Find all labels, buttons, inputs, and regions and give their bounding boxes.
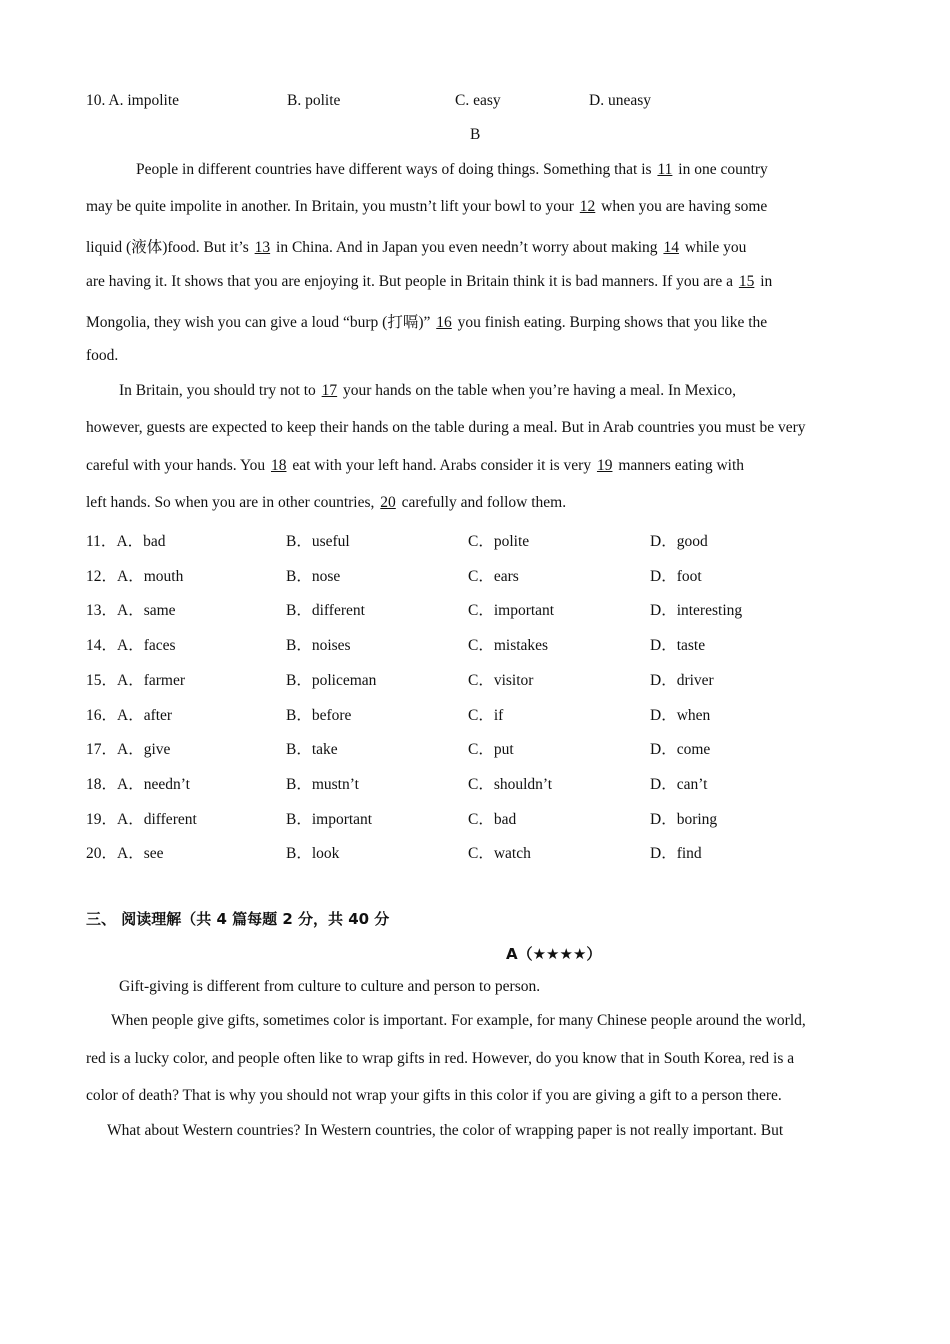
option-a: A．needn’t (117, 776, 190, 793)
question-number-and-option-a (86, 841, 164, 863)
blank-18: 18 (270, 457, 287, 474)
blank-12: 12 (579, 198, 596, 215)
option-b: B．before (286, 707, 352, 724)
question-number: 12． (86, 568, 118, 585)
question-number-and-option-a (86, 633, 176, 655)
option-b: B．different (286, 602, 365, 619)
blank-19: 19 (596, 457, 613, 474)
question-number: 17． (86, 741, 118, 758)
option-a: A．faces (117, 637, 176, 654)
q10-d: D. uneasy (589, 92, 651, 109)
option-c: C．shouldn’t (468, 776, 553, 793)
option-d: D．interesting (650, 602, 743, 619)
option-c: C．polite (468, 533, 530, 550)
option-d: D．foot (650, 568, 702, 585)
option-d: D．come (650, 741, 711, 758)
option-d: D．find (650, 845, 702, 862)
passage-a-title: A（★★★★） (506, 945, 602, 963)
question-number: 15． (86, 672, 118, 689)
passage-a-line-2: When people give gifts, sometimes color is important. For example, for many Chinese people around the world, (111, 1012, 806, 1029)
option-d: D．good (650, 533, 708, 550)
question-number-and-option-a (86, 737, 170, 759)
option-a: A．bad (116, 533, 166, 550)
option-a: A．farmer (117, 672, 186, 689)
option-b: B．important (286, 811, 373, 828)
blank-15: 15 (738, 273, 755, 290)
passage-b-line-10: left hands. So when you are in other countries, 20 carefully and follow them. (86, 494, 567, 511)
q10-c: C. easy (455, 92, 501, 109)
option-a: A．different (117, 811, 197, 828)
option-b: B．take (286, 741, 338, 758)
question-number: 20． (86, 845, 118, 862)
option-a: A．mouth (117, 568, 184, 585)
q10-a: 10. A. impolite (86, 92, 179, 109)
option-c: C．mistakes (468, 637, 549, 654)
passage-a-line-3: red is a lucky color, and people often like to wrap gifts in red. However, do you know that in South Korea, red is a (86, 1050, 795, 1067)
question-number-and-option-a (86, 668, 185, 690)
passage-b-line-8: however, guests are expected to keep their hands on the table during a meal. But in Arab countries you must be very (86, 419, 806, 436)
blank-14: 14 (663, 239, 679, 256)
option-d: D．boring (650, 811, 718, 828)
option-b: B．mustn’t (286, 776, 359, 793)
question-number-and-option-a (86, 807, 197, 829)
question-number: 11． (86, 533, 117, 550)
option-a: A．same (117, 602, 176, 619)
question-number: 13． (86, 602, 118, 619)
passage-b-line-5: Mongolia, they wish you can give a loud “burp (打嗝)” 16 you finish eating. Burping shows that you like the (86, 314, 768, 331)
option-b: B．useful (286, 533, 350, 550)
question-number: 19． (86, 811, 118, 828)
q10-b: B. polite (287, 92, 341, 109)
passage-b-line-3: liquid (液体)food. But it’s 13 in China. And in Japan you even needn’t worry about making 14 while you (86, 239, 747, 256)
question-number-and-option-a (86, 598, 176, 620)
option-b: B．nose (286, 568, 341, 585)
question-number: 18． (86, 776, 118, 793)
question-number-and-option-a (86, 564, 183, 586)
blank-17: 17 (321, 382, 338, 399)
section-b-title: B (470, 126, 481, 143)
passage-b-line-9: careful with your hands. You 18 eat with your left hand. Arabs consider it is very 19 manners eating with (86, 457, 745, 474)
option-c: C．bad (468, 811, 517, 828)
option-b: B．noises (286, 637, 351, 654)
option-c: C．watch (468, 845, 531, 862)
option-a: A．after (117, 707, 173, 724)
blank-13: 13 (254, 239, 271, 256)
passage-b-line-7: In Britain, you should try not to 17 your hands on the table when you’re having a meal. In Mexico, (119, 382, 736, 399)
question-number-and-option-a (86, 703, 172, 725)
option-c: C．ears (468, 568, 519, 585)
passage-a-line-5: What about Western countries? In Western countries, the color of wrapping paper is not really important. But (107, 1122, 784, 1139)
option-b: B．look (286, 845, 340, 862)
blank-11: 11 (657, 161, 673, 178)
passage-b-line-1: People in different countries have different ways of doing things. Something that is 11 in one country (136, 161, 768, 178)
passage-b-line-4: are having it. It shows that you are enjoying it. But people in Britain think it is bad manners. If you are a 15 in (86, 273, 773, 290)
blank-16: 16 (436, 314, 452, 331)
question-number: 14． (86, 637, 118, 654)
question-number-and-option-a (86, 772, 190, 794)
question-number: 16． (86, 707, 118, 724)
option-d: D．taste (650, 637, 706, 654)
passage-b-line-6: food. (86, 347, 119, 364)
option-a: A．give (117, 741, 171, 758)
option-c: C．visitor (468, 672, 534, 689)
passage-a-line-1: Gift-giving is different from culture to culture and person to person. (119, 978, 541, 995)
passage-a-line-4: color of death? That is why you should not wrap your gifts in this color if you are giving a gift to a person there. (86, 1087, 782, 1104)
option-b: B．policeman (286, 672, 377, 689)
option-d: D．can’t (650, 776, 708, 793)
option-d: D．when (650, 707, 711, 724)
option-c: C．important (468, 602, 555, 619)
option-c: C．if (468, 707, 504, 724)
option-c: C．put (468, 741, 514, 758)
option-a: A．see (117, 845, 164, 862)
blank-20: 20 (380, 494, 396, 511)
section-3-heading: 三、 阅读理解（共 4 篇每题 2 分，共 40 分 (86, 910, 390, 928)
question-number-and-option-a (86, 529, 166, 551)
passage-b-line-2: may be quite impolite in another. In Britain, you mustn’t lift your bowl to your 12 when you are having some (86, 198, 768, 215)
option-d: D．driver (650, 672, 714, 689)
